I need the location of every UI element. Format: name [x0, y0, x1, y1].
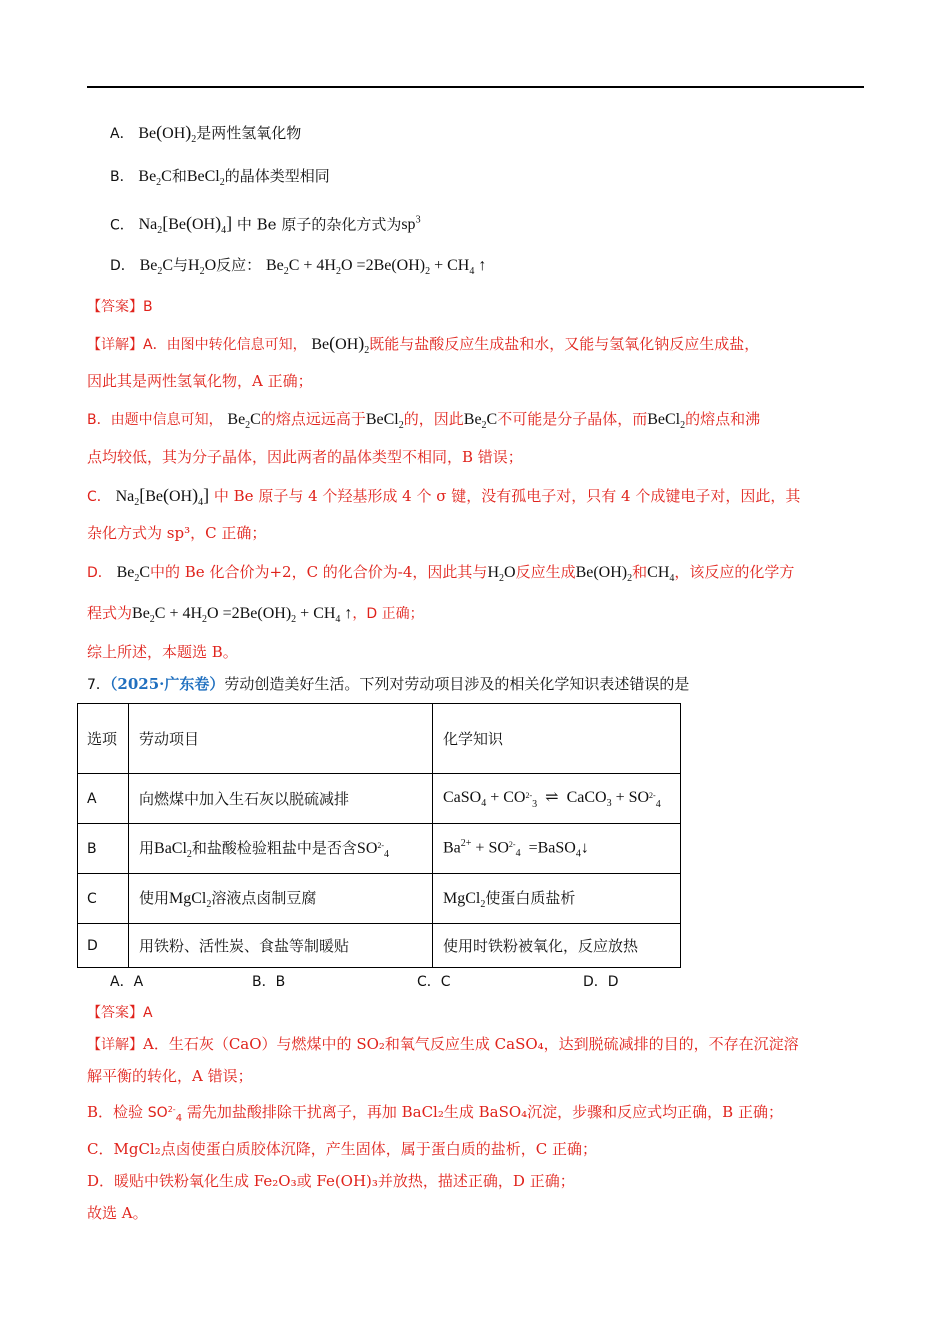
q7-detail-b: B．检验 $SO_{^{2-}4}$ 需先加盐酸排除干扰离子，再加 BaCl₂生成 BaSO₄沉淀，步骤和反应式均正确，B 正确；	[87, 1103, 783, 1124]
formula-becl2: BeCl$_2$	[186, 168, 225, 189]
table-header-option: 选项	[78, 704, 129, 774]
table-cell-knowledge: 使用时铁粉被氧化，反应放热	[433, 924, 681, 968]
equation-be2c-h2o: $Be_2C + 4H_2O =2Be(OH)_2 + CH_4$ ↑	[265, 257, 487, 278]
table-cell-project: 向燃煤中加入生石灰以脱硫减排	[129, 774, 433, 824]
formula-be-oh-2: $Be(OH)_2$	[138, 122, 197, 146]
q6-option-c: C． $Na_2[Be(OH)_4]$ 中 Be 原子的杂化方式为$sp^3$	[110, 213, 421, 237]
formula-bacl2: BaCl$_2$	[154, 839, 192, 861]
table-row	[78, 824, 681, 874]
formula-sp3: $sp^3$	[401, 215, 421, 234]
table-cell-option: B	[78, 824, 129, 874]
q7-choice-c: C．C	[417, 974, 451, 990]
q6-option-a: A． $Be(OH)_2$是两性氢氧化物	[110, 122, 302, 146]
formula-h2o: $H_2O$	[487, 564, 516, 585]
table-cell-knowledge: $Ba^{2+} + SO_{^{2-}4}$ =BaSO$_4$↓	[433, 824, 681, 874]
formula-h2o: $H_2O$	[188, 257, 217, 278]
table-header-project: 劳动项目	[129, 704, 433, 774]
q7-answer: 【答案】A	[87, 1005, 153, 1021]
table-cell-option: D	[78, 924, 129, 968]
q7-choice-b: B．B	[252, 974, 286, 990]
formula-na2-be-oh4: $Na_2[Be(OH)_4]$	[115, 485, 210, 509]
table-cell-option: A	[78, 774, 129, 824]
q6-detail-c-line1: C． $Na_2[Be(OH)_4]$ 中 Be 原子与 4 个羟基形成 4 个 σ 键，没有孤电子对，只有 4 个成键电子对，因此，其	[87, 485, 801, 509]
formula-becl2: BeCl$_2$	[647, 411, 686, 432]
formula-be-oh-2: $Be(OH)_2$	[575, 564, 633, 585]
formula-be-oh-2: $Be(OH)_2$	[311, 333, 370, 357]
table-row	[78, 924, 681, 968]
table-row	[78, 874, 681, 924]
q7-detail-d: D．暖贴中铁粉氧化生成 Fe₂O₃或 Fe(OH)₃并放热，描述正确，D 正确；	[87, 1172, 575, 1190]
formula-be2c: $Be_2C$	[116, 564, 151, 585]
table-cell-project: 用铁粉、活性炭、食盐等制暖贴	[129, 924, 433, 968]
formula-be2c: $Be_2C$	[139, 257, 174, 278]
q7-stem: 7．（2025·广东卷）劳动创造美好生活。下列对劳动项目涉及的相关化学知识表述错误的是	[87, 675, 690, 693]
q7-detail-a-line2: 解平衡的转化，A 错误；	[87, 1067, 253, 1085]
header-rule	[87, 86, 864, 88]
q6-option-b: B． $Be_2C$和BeCl$_2$的晶体类型相同	[110, 167, 330, 189]
formula-so4-ion: $SO_{^{2-}4}$	[147, 1104, 183, 1124]
q7-detail-a-line1: 【详解】A．生石灰（CaO）与燃煤中的 SO₂和氧气反应生成 CaSO₄，达到脱硫减排的目的，不存在沉淀溶	[87, 1035, 799, 1053]
table-cell-knowledge: CaSO$_4$ + $CO_{^{2-}3}$ ⇌ CaCO$_3$ + $SO_{^{2-}4}$	[433, 774, 681, 824]
table-row	[78, 774, 681, 824]
formula-ch4: $CH_4$	[647, 564, 675, 585]
formula-mgcl2: MgCl$_2$	[443, 889, 486, 911]
q6-detail-b-line1: B．由题中信息可知， $Be_2C$的熔点远远高于BeCl$_2$的，因此$Be_2C$不可能是分子晶体，而BeCl$_2$的熔点和沸	[87, 410, 761, 432]
formula-be2c: $Be_2C$	[463, 411, 498, 432]
q6-detail-b-line2: 点均较低，其为分子晶体，因此两者的晶体类型不相同，B 错误；	[87, 448, 523, 466]
q6-summary: 综上所述，本题选 B。	[87, 643, 238, 661]
q7-choice-d: D．D	[583, 974, 619, 990]
equation-be2c-h2o: $Be_2C + 4H_2O =2Be(OH)_2 + CH_4$ ↑	[132, 605, 353, 626]
table-cell-knowledge: MgCl$_2$使蛋白质盐析	[433, 874, 681, 924]
q7-choice-a: A．A	[110, 974, 144, 990]
table-cell-project: 用BaCl$_2$和盐酸检验粗盐中是否含$SO_{^{2-}4}$	[129, 824, 433, 874]
q6-detail-a-line2: 因此其是两性氢氧化物，A 正确；	[87, 372, 313, 390]
q6-detail-c-line2: 杂化方式为 sp³，C 正确；	[87, 524, 267, 542]
q7-conclusion: 故选 A。	[87, 1204, 148, 1222]
table-cell-option: C	[78, 874, 129, 924]
formula-becl2: BeCl$_2$	[365, 411, 404, 432]
q6-detail-a-line1: 【详解】A．由图中转化信息可知， $Be(OH)_2$既能与盐酸反应生成盐和水，又能与氢氧化钠反应生成盐，	[87, 333, 760, 357]
knowledge-table	[77, 703, 681, 968]
q6-detail-d-line2: 程式为$Be_2C + 4H_2O =2Be(OH)_2 + CH_4$ ↑，D 正确；	[87, 604, 424, 626]
formula-so4-ion: $SO_{^{2-}4}$	[356, 839, 390, 861]
table-header-knowledge: 化学知识	[433, 704, 681, 774]
q6-answer: 【答案】B	[87, 299, 153, 315]
table-header-row	[78, 704, 681, 774]
q6-detail-d-line1: D． $Be_2C$中的 Be 化合价为+2，C 的化合价为-4，因此其与$H_2O$反应生成$Be(OH)_2$和$CH_4$，该反应的化学方	[87, 563, 795, 585]
formula-be2c: $Be_2C$	[227, 411, 261, 432]
q6-option-d: D． $Be_2C$与$H_2O$反应： $Be_2C + 4H_2O =2Be(OH)_2 + CH_4$ ↑	[110, 256, 487, 278]
table-cell-project: 使用MgCl$_2$溶液点卤制豆腐	[129, 874, 433, 924]
formula-na2-be-oh4: $Na_2[Be(OH)_4]$	[138, 213, 233, 237]
formula-mgcl2: MgCl$_2$	[169, 889, 212, 911]
formula-be2c: $Be_2C$	[138, 168, 172, 189]
q7-detail-c: C．MgCl₂点卤使蛋白质胶体沉降，产生固体，属于蛋白质的盐析，C 正确；	[87, 1140, 597, 1158]
